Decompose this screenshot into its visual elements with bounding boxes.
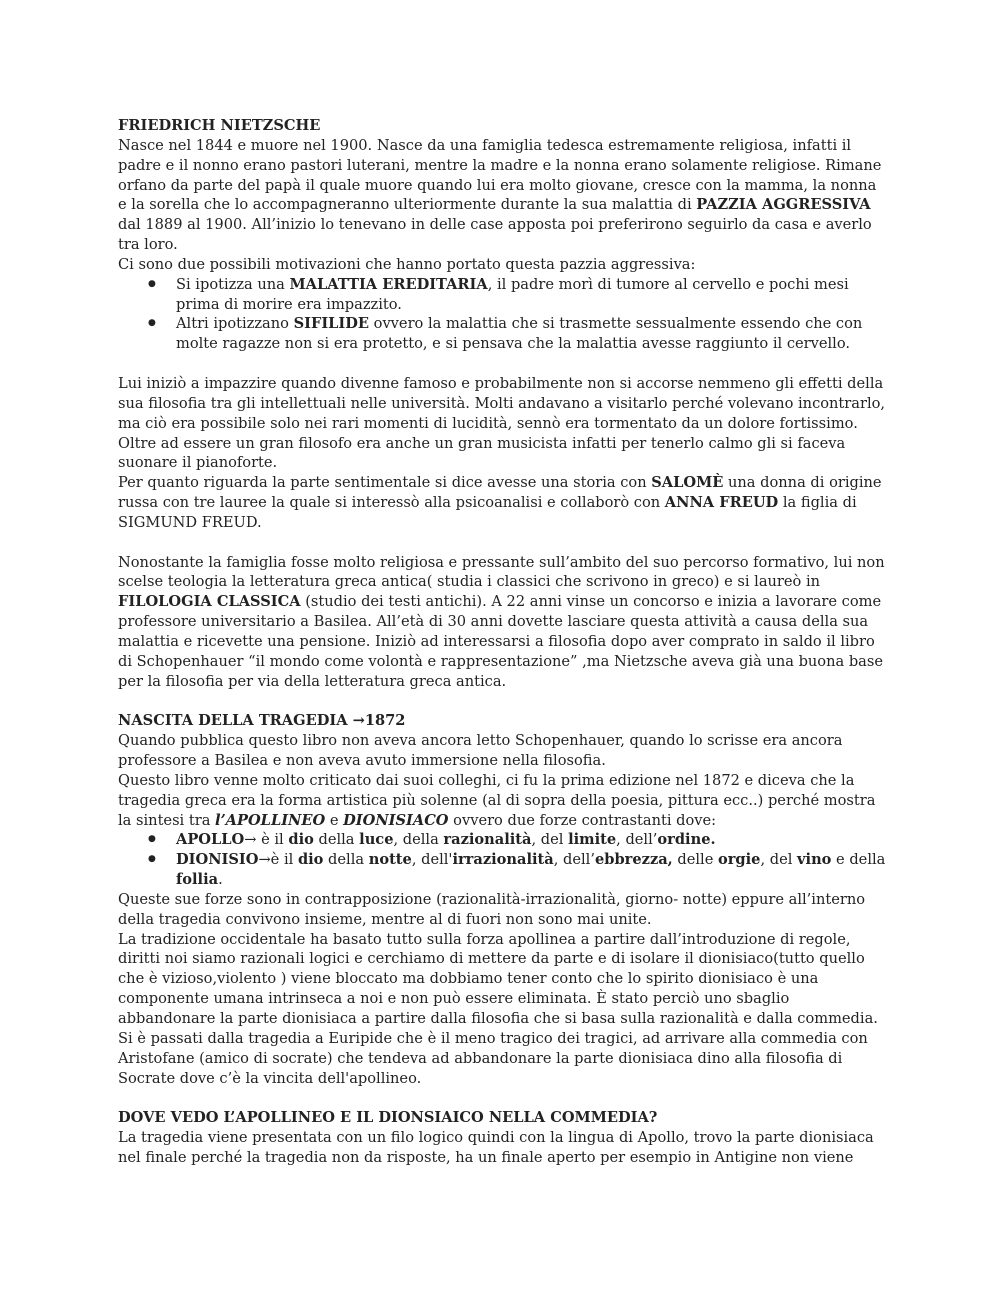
paragraph-biography: Nasce nel 1844 e muore nel 1900. Nasce da una famiglia tedesca estremamente religiosa, infatti il padre e il nonno erano pastori luterani, mentre la madre e la nonna erano solamente religiose. Rimane orfano da parte del papà il quale muore quando lui era molto giovane, cresce con la mamma, la nonna e la sorella che lo accompagneranno ulteriormente durante la sua malattia di PAZZIA AGGRESSIVA dal 1889 al 1900. All’inizio lo tenevano in delle case apposta poi preferirono seguirlo da casa e averlo tra loro. xyxy=(118,136,882,254)
bullet-dionysus: ● DIONISIO→è il dio della notte, dell'irrazionalità, dell’ebbrezza, delle orgie, del vino e della follia. xyxy=(176,850,888,890)
bullet-syphilis: ● Altri ipotizzano SIFILIDE ovvero la malattia che si trasmette sessualmente essendo che con molte ragazze non si era protetto, e si pensava che la malattia avesse raggiunto il cervello. xyxy=(176,314,888,354)
paragraph-motivations-intro: Ci sono due possibili motivazioni che hanno portato questa pazzia aggressiva: xyxy=(118,255,696,273)
bullet-hereditary-disease: ● Si ipotizza una MALATTIA EREDITARIA, il padre morì di tumore al cervello e pochi mesi prima di morire era impazzito. xyxy=(176,275,888,315)
bullet-list-causes xyxy=(118,275,888,354)
bullet-apollo: ● APOLLO→ è il dio della luce, della razionalità, del limite, dell’ordine. xyxy=(176,830,888,850)
section-title-comedy: DOVE VEDO L’APOLLINEO E IL DIONSIAICO NELLA COMMEDIA? xyxy=(118,1109,658,1127)
paragraph-education: Nonostante la famiglia fosse molto religiosa e pressante sull’ambito del suo percorso formativo, lui non scelse teologia la letteratura greca antica( studia i classici che scrivono in greco) e si laureò in FILOLOGIA CLASSICA (studio dei testi antichi). A 22 anni vinse un concorso e inizia a lavorare come professore universitario a Basilea. All’età di 30 anni dovette lasciare questa attività a causa della sua malattia e ricevette una pensione. Iniziò ad interessarsi a filosofia dopo aver comprato in saldo il libro di Schopenhauer “il mondo come volontà e rappresentazione” ,ma Nietzsche aveva già una buona base per la filosofia per via della letteratura greca antica. xyxy=(118,553,885,690)
section-title-tragedy: NASCITA DELLA TRAGEDIA →1872 xyxy=(118,712,406,730)
paragraph-madness: Lui iniziò a impazzire quando divenne famoso e probabilmente non si accorse nemmeno gli effetti della sua filosofia tra gli intellettuali nelle università. Molti andavano a visitarlo perché volevano incontrarlo, ma ciò era possibile solo nei rari momenti di lucidità, sennò era tormentato da un dolore fortissimo. Oltre ad essere un gran filosofo era anche un gran musicista infatti per tenerlo calmo gli si faceva suonare il pianoforte. xyxy=(118,374,886,472)
paragraph-publication: Quando pubblica questo libro non aveva ancora letto Schopenhauer, quando lo scrisse era ancora professore a Basilea e non aveva avuto immersione nella filosofia. xyxy=(118,732,843,769)
section-title-nietzsche: FRIEDRICH NIETZSCHE xyxy=(118,117,321,134)
paragraph-criticism: Questo libro venne molto criticato dai suoi colleghi, ci fu la prima edizione nel 1872 e diceva che la tragedia greca era la forma artistica più solenne (al di sopra della poesia, pittura ecc..) perché mostra la sintesi tra l’APOLLINEO e DIONISIACO ovvero due forze contrastanti dove: xyxy=(118,771,876,829)
paragraph-western-tradition: La tradizione occidentale ha basato tutto sulla forza apollinea a partire dall’introduzione di regole, diritti noi siamo razionali logici e cerchiamo di mettere da parte e di isolare il dionisiaco(tutto quello che è vizioso,violento ) viene bloccato ma dobbiamo tener conto che lo spirito dionisiaco è una componente umana intrinseca a noi e non può essere eliminata. È stato perciò uno sbaglio abbandonare la parte dionisiaca a partire dalla filosofia che si basa sulla razionalità e dalla commedia. Si è passati dalla tragedia a Euripide che è il meno tragico dei tragici, ad arrivare alla commedia con Aristofane (amico di socrate) che tendeva ad abbandonare la parte dionisiaca dino alla filosofia di Socrate dove c’è la vincita dell'apollineo. xyxy=(118,930,878,1087)
paragraph-comedy: La tragedia viene presentata con un filo logico quindi con la lingua di Apollo, trovo la parte dionisiaca nel finale perché la tragedia non da risposte, ha un finale aperto per esempio in Antigine non viene xyxy=(118,1129,874,1166)
paragraph-sentimental: Per quanto riguarda la parte sentimentale si dice avesse una storia con SALOMÈ una donna di origine russa con tre lauree la quale si interessò alla psicoanalisi e collaborò con ANNA FREUD la figlia di SIGMUND FREUD. xyxy=(118,474,882,531)
document-page xyxy=(118,116,888,1168)
paragraph-opposition: Queste sue forze sono in contrapposizione (razionalità-irrazionalità, giorno- notte) eppure all’interno della tragedia convivono insieme, mentre al di fuori non sono mai unite. xyxy=(118,890,866,928)
bullet-list-forces xyxy=(118,830,888,890)
